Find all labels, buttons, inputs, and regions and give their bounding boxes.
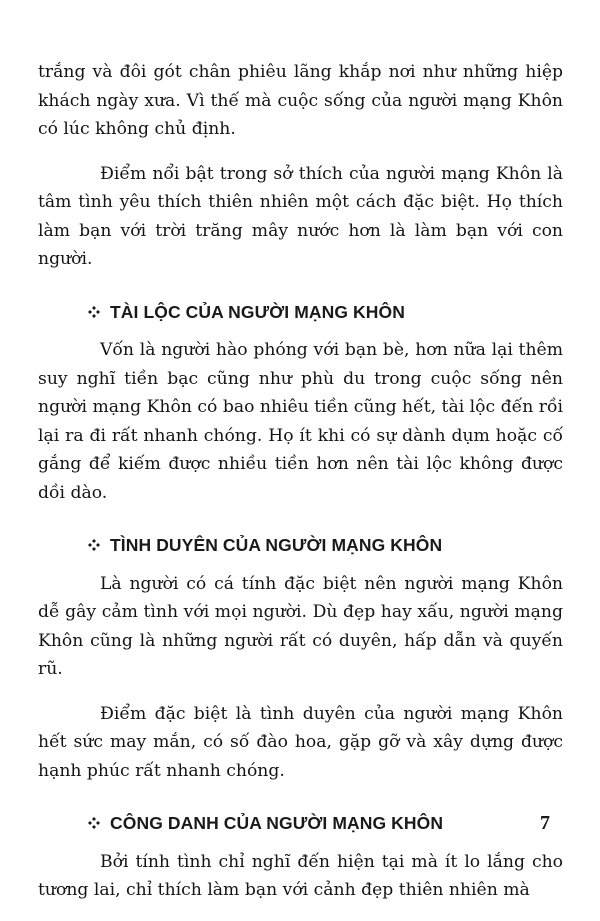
section-heading-text: TÀI LỘC CỦA NGƯỜI MẠNG KHÔN [110, 301, 405, 322]
four-diamond-bullet-icon [88, 817, 100, 829]
book-page [38, 58, 563, 921]
paragraph-text: trắng và đôi gót chân phiêu lãng khắp nơi như những hiệp khách ngày xưa. Vì thế mà cuộc sống của người mạng Khôn có lúc không chủ định. [38, 62, 563, 139]
section-heading-cong-danh [88, 809, 563, 838]
intro-paragraph-2 [38, 160, 563, 274]
paragraph-text: Là người có cá tính đặc biệt nên người mạng Khôn dễ gây cảm tình với mọi người. Dù đẹp hay xấu, người mạng Khôn cũng là những người rất có duyên, hấp dẫn và quyến rũ. [38, 573, 563, 679]
four-diamond-bullet-icon [88, 306, 100, 318]
tinh-duyen-paragraph-2 [38, 700, 563, 786]
tinh-duyen-paragraph-1 [38, 570, 563, 684]
paragraph-text: Điểm đặc biệt là tình duyên của người mạng Khôn hết sức may mắn, có số đào hoa, gặp gỡ và xây dựng được hạnh phúc rất nhanh chóng. [38, 703, 563, 781]
paragraph-text: Vốn là người hào phóng với bạn bè, hơn nữa lại thêm suy nghĩ tiền bạc cũng như phù du trong cuộc sống nên người mạng Khôn có bao nhiêu tiền cũng hết, tài lộc đến rồi lại ra đi rất nhanh chóng. Họ ít khi có sự dành dụm hoặc cố gắng để kiếm được nhiều tiền hơn nên tài lộc không được dồi dào. [38, 340, 563, 503]
paragraph-text: Bởi tính tình chỉ nghĩ đến hiện tại mà ít lo lắng cho tương lai, chỉ thích làm bạn với cảnh đẹp thiên nhiên mà [38, 851, 563, 900]
paragraph-text: Điểm nổi bật trong sở thích của người mạng Khôn là tâm tình yêu thích thiên nhiên một cách đặc biệt. Họ thích làm bạn với trời trăng mây nước hơn là làm bạn với con người. [38, 163, 563, 269]
section-heading-tinh-duyen [88, 531, 563, 560]
tai-loc-paragraph-1 [38, 336, 563, 507]
section-heading-text: CÔNG DANH CỦA NGƯỜI MẠNG KHÔN [110, 813, 444, 833]
section-heading-tai-loc [88, 298, 563, 327]
cong-danh-paragraph-1 [38, 848, 563, 905]
four-diamond-bullet-icon [88, 539, 100, 551]
intro-paragraph-1 [38, 58, 563, 144]
page-number: 7 [540, 812, 550, 834]
section-heading-text: TÌNH DUYÊN CỦA NGƯỜI MẠNG KHÔN [110, 535, 443, 555]
